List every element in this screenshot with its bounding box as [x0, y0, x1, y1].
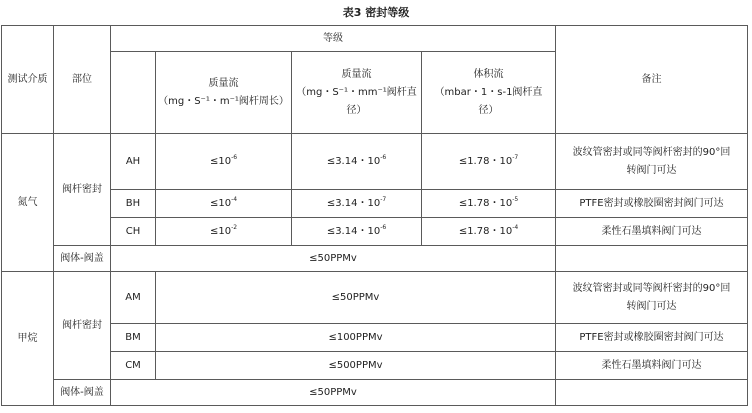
- value-exponent: -5: [512, 195, 519, 203]
- grade-code: CH: [111, 218, 156, 246]
- mass-flow-diameter-value: [292, 134, 422, 190]
- volume-flow-value: [422, 218, 556, 246]
- table-caption: 表3 密封等级: [342, 6, 410, 19]
- remark-cell: 柔性石墨填料阀门可达: [556, 352, 748, 380]
- body-bonnet-value: ≤50PPMv: [111, 246, 556, 272]
- part-body-bonnet: 阀体-阀盖: [54, 380, 111, 406]
- remark-cell: PTFE密封或橡胶圈密封阀门可达: [556, 190, 748, 218]
- table-row: [2, 134, 748, 190]
- value-exponent: -7: [380, 195, 387, 203]
- table-row: [2, 380, 748, 406]
- table-row: [2, 352, 748, 380]
- value-exponent: -6: [380, 153, 387, 161]
- mass-flow-perimeter-value: [156, 190, 292, 218]
- value-exponent: -4: [231, 195, 238, 203]
- remark-line2: 转阀门可达: [626, 300, 677, 312]
- header-remarks: 备注: [556, 26, 748, 134]
- mass-flow-diameter-value: [292, 190, 422, 218]
- remark-line1: 波纹管密封或同等阀杆密封的90°回: [572, 282, 731, 294]
- remark-line1: 波纹管密封或同等阀杆密封的90°回: [572, 146, 731, 158]
- value-exponent: -2: [231, 223, 238, 231]
- table-row: [2, 190, 748, 218]
- leak-rate-value: ≤500PPMv: [156, 352, 556, 380]
- mass-flow-diameter-value: [292, 218, 422, 246]
- table-row: [2, 272, 748, 324]
- leak-rate-value: ≤100PPMv: [156, 324, 556, 352]
- value-exponent: -6: [380, 223, 387, 231]
- remark-line2: 转阀门可达: [626, 164, 677, 176]
- value-base: ≤3.14・10: [326, 197, 381, 209]
- part-body-bonnet: 阀体-阀盖: [54, 246, 111, 272]
- medium-nitrogen: 氮气: [2, 134, 54, 272]
- part-stem-seal: 阀杆密封: [54, 134, 111, 246]
- header-mass-flow-diameter: [292, 52, 422, 134]
- value-exponent: -7: [512, 153, 519, 161]
- header-col1-line1: 质量流: [208, 77, 239, 89]
- header-part: 部位: [54, 26, 111, 134]
- value-base: ≤3.14・10: [326, 155, 381, 167]
- header-col3-line2: （mbar・1・s-1阀杆直: [434, 86, 543, 98]
- table-row: [2, 246, 748, 272]
- body-bonnet-value: ≤50PPMv: [111, 380, 556, 406]
- header-col1-line2: （mg・S⁻¹・m⁻¹阀杆周长）: [158, 95, 289, 107]
- mass-flow-perimeter-value: [156, 218, 292, 246]
- header-mass-flow-perimeter: [156, 52, 292, 134]
- remark-cell: 柔性石墨填料阀门可达: [556, 218, 748, 246]
- header-medium: 测试介质: [2, 26, 54, 134]
- value-base: ≤1.78・10: [458, 155, 513, 167]
- value-base: ≤3.14・10: [326, 225, 381, 237]
- volume-flow-value: [422, 134, 556, 190]
- part-stem-seal: 阀杆密封: [54, 272, 111, 380]
- header-col2-line3: 径）: [346, 104, 367, 116]
- value-base: ≤10: [209, 155, 232, 167]
- remark-cell: PTFE密封或橡胶圈密封阀门可达: [556, 324, 748, 352]
- remark-cell-empty: [556, 380, 748, 406]
- header-col2-line2: （mg・S⁻¹・mm⁻¹阀杆直: [296, 86, 417, 98]
- grade-code: CM: [111, 352, 156, 380]
- header-col3-line1: 体积流: [473, 68, 504, 80]
- value-base: ≤1.78・10: [458, 197, 513, 209]
- grade-code: BM: [111, 324, 156, 352]
- remark-cell: [556, 272, 748, 324]
- header-grade: 等级: [111, 26, 556, 52]
- value-exponent: -6: [231, 153, 238, 161]
- value-exponent: -4: [512, 223, 519, 231]
- leak-rate-value: ≤50PPMv: [156, 272, 556, 324]
- value-base: ≤10: [209, 197, 232, 209]
- grade-code: AH: [111, 134, 156, 190]
- header-col3-line3: 径）: [478, 104, 499, 116]
- sealing-grade-table: [1, 25, 748, 406]
- volume-flow-value: [422, 190, 556, 218]
- header-code-blank: [111, 52, 156, 134]
- header-volume-flow: [422, 52, 556, 134]
- table-row: [2, 218, 748, 246]
- grade-code: BH: [111, 190, 156, 218]
- remark-cell-empty: [556, 246, 748, 272]
- table-row: [2, 324, 748, 352]
- remark-cell: [556, 134, 748, 190]
- header-col2-line1: 质量流: [341, 68, 372, 80]
- value-base: ≤1.78・10: [458, 225, 513, 237]
- mass-flow-perimeter-value: [156, 134, 292, 190]
- grade-code: AM: [111, 272, 156, 324]
- value-base: ≤10: [209, 225, 232, 237]
- medium-methane: 甲烷: [2, 272, 54, 406]
